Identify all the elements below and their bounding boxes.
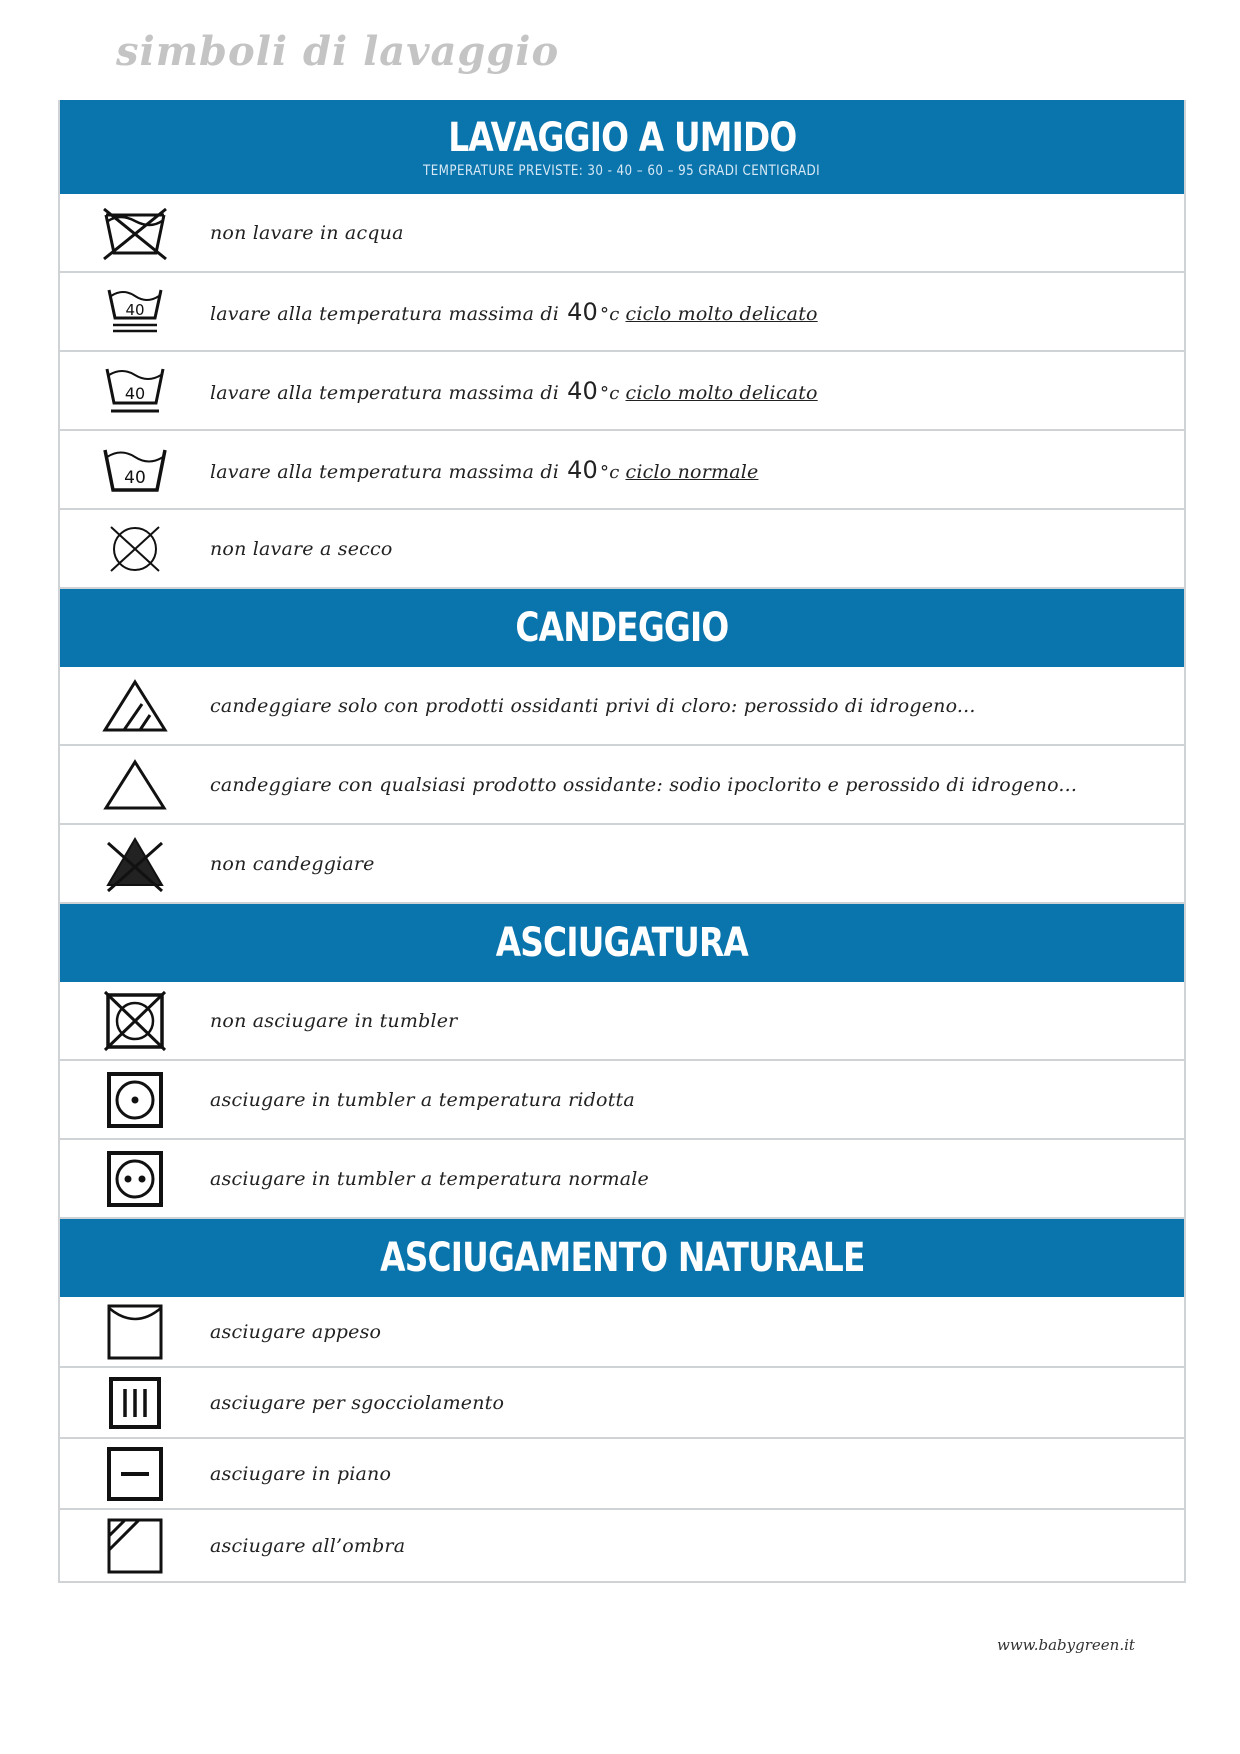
symbol-description: lavare alla temperatura massima di 40 °c ciclo molto delicato xyxy=(210,297,818,326)
any-bleach-icon xyxy=(102,757,168,813)
svg-text:40: 40 xyxy=(125,300,145,319)
symbol-description: candeggiare solo con prodotti ossidanti privi di cloro: perossido di idrogeno... xyxy=(210,694,976,717)
section-header-wash xyxy=(60,100,1184,194)
tumble-dry-normal-icon xyxy=(105,1149,165,1209)
section-subtitle-wash: TEMPERATURE PREVISTE: 30 - 40 – 60 – 95 GRADI CENTIGRADI xyxy=(423,163,821,179)
svg-text:40: 40 xyxy=(124,383,146,403)
symbol-row xyxy=(60,746,1184,825)
laundry-symbols-table xyxy=(58,100,1186,1583)
symbol-row xyxy=(60,352,1184,431)
symbol-row xyxy=(60,667,1184,746)
no-bleach-icon xyxy=(102,835,168,893)
symbol-description: lavare alla temperatura massima di 40 °c ciclo molto delicato xyxy=(210,376,818,405)
symbol-row xyxy=(60,982,1184,1061)
section-header-bleach xyxy=(60,589,1184,667)
symbol-row xyxy=(60,1439,1184,1510)
footer-website: www.babygreen.it xyxy=(997,1636,1135,1654)
symbol-description: candeggiare con qualsiasi prodotto ossidante: sodio ipoclorito e perossido di idrogeno... xyxy=(210,773,1078,796)
section-title-drying: ASCIUGATURA xyxy=(495,920,749,966)
symbol-description: asciugare appeso xyxy=(210,1320,382,1343)
symbol-row xyxy=(60,825,1184,904)
symbol-description: non asciugare in tumbler xyxy=(210,1009,458,1032)
section-header-drying xyxy=(60,904,1184,982)
drip-dry-icon xyxy=(107,1375,163,1431)
svg-text:40: 40 xyxy=(124,467,146,488)
symbol-description: asciugare per sgocciolamento xyxy=(210,1391,505,1414)
symbol-description: asciugare in piano xyxy=(210,1462,392,1485)
symbol-description: asciugare in tumbler a temperatura normale xyxy=(210,1167,649,1190)
symbol-description: non lavare a secco xyxy=(210,537,393,560)
symbol-row xyxy=(60,1140,1184,1219)
wash-40-delicate-icon xyxy=(103,363,167,419)
symbol-row xyxy=(60,510,1184,589)
tumble-dry-low-icon xyxy=(105,1070,165,1130)
section-title-wash: LAVAGGIO A UMIDO xyxy=(447,115,797,161)
symbol-description: asciugare all’ombra xyxy=(210,1534,406,1557)
symbol-description: non lavare in acqua xyxy=(210,221,404,244)
wash-40-normal-icon xyxy=(102,444,168,496)
dry-in-shade-icon xyxy=(105,1516,165,1576)
section-title-bleach: CANDEGGIO xyxy=(515,605,729,651)
symbol-row xyxy=(60,1368,1184,1439)
no-wash-icon xyxy=(100,205,170,261)
no-dry-clean-icon xyxy=(105,523,165,575)
symbol-row xyxy=(60,1297,1184,1368)
symbol-row xyxy=(60,194,1184,273)
non-chlorine-bleach-icon xyxy=(102,678,168,734)
symbol-row xyxy=(60,1510,1184,1581)
symbol-description: non candeggiare xyxy=(210,852,375,875)
symbol-row xyxy=(60,1061,1184,1140)
symbol-row xyxy=(60,431,1184,510)
wash-40-very-delicate-icon xyxy=(105,284,165,340)
dry-flat-icon xyxy=(105,1445,165,1503)
section-title-natural: ASCIUGAMENTO NATURALE xyxy=(379,1235,865,1281)
no-tumble-dry-icon xyxy=(102,989,168,1053)
symbol-description: lavare alla temperatura massima di 40 °c ciclo normale xyxy=(210,455,759,484)
line-dry-icon xyxy=(105,1302,165,1362)
section-header-natural xyxy=(60,1219,1184,1297)
symbol-description: asciugare in tumbler a temperatura ridotta xyxy=(210,1088,635,1111)
symbol-row xyxy=(60,273,1184,352)
document-title: simboli di lavaggio xyxy=(116,28,560,75)
